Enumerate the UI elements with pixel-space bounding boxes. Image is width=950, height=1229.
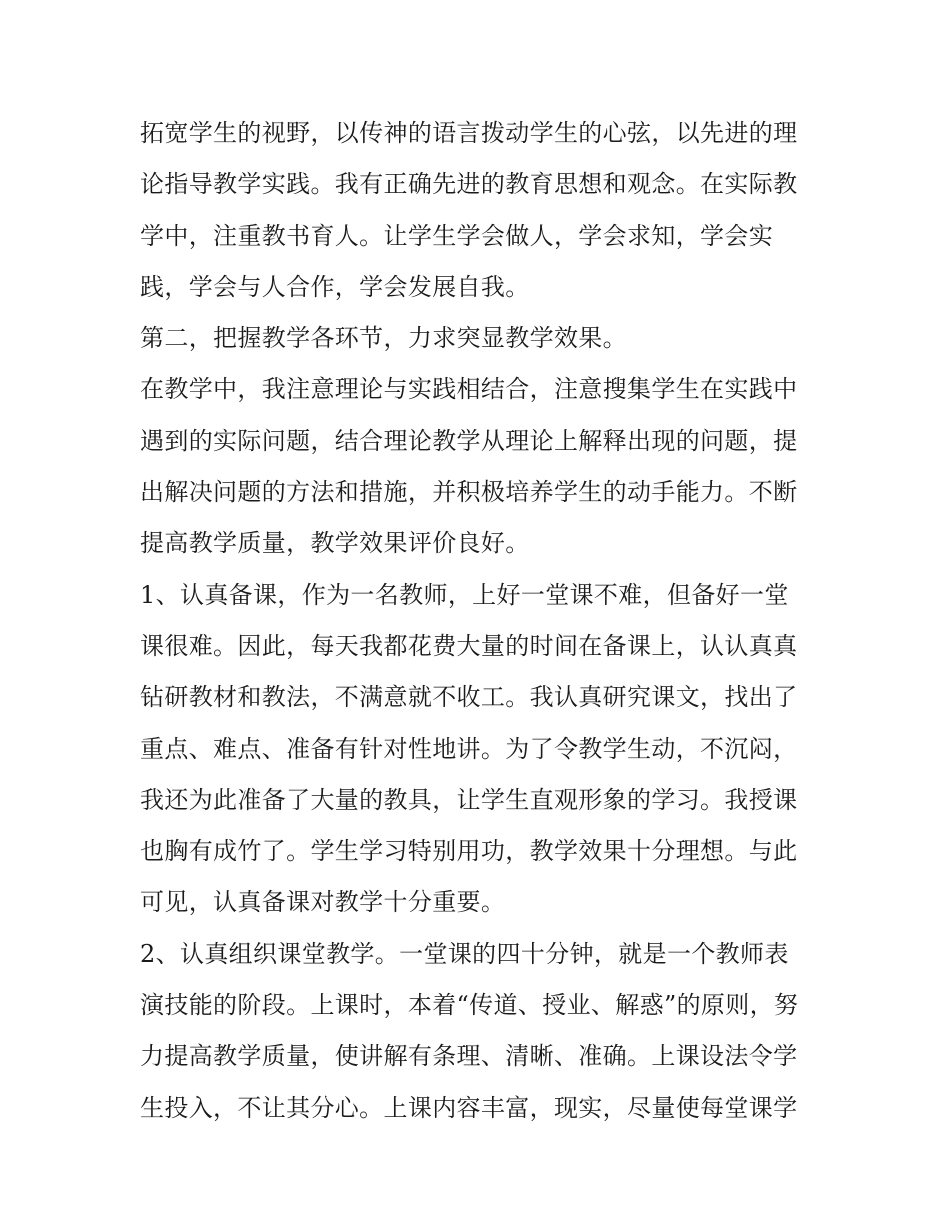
document-body — [140, 108, 830, 1134]
section-heading: 第二，把握教学各环节，力求突显教学效果。 — [140, 324, 627, 353]
text-line: 在教学中，我注意理论与实践相结合，注意搜集学生在实践中 — [140, 375, 798, 404]
text-line: 出解决问题的方法和措施，并积极培养学生的动手能力。不断 — [140, 478, 798, 507]
text-line: 遇到的实际问题，结合理论教学从理论上解释出现的问题，提 — [140, 426, 798, 455]
text-line: 可见，认真备课对教学十分重要。 — [140, 888, 506, 917]
text-line: 课很难。因此，每天我都花费大量的时间在备课上，认认真真 — [140, 631, 798, 660]
text-line: 力提高教学质量，使讲解有条理、清晰、准确。上课设法令学 — [140, 1042, 798, 1071]
text-line: 论指导教学实践。我有正确先进的教育思想和观念。在实际教 — [140, 170, 798, 199]
text-line: 重点、难点、准备有针对性地讲。为了令教学生动，不沉闷， — [140, 734, 798, 763]
text-line: 生投入，不让其分心。上课内容丰富，现实，尽量使每堂课学 — [140, 1093, 798, 1122]
text-line: 提高教学质量，教学效果评价良好。 — [140, 529, 530, 558]
text-line: 拓宽学生的视野，以传神的语言拨动学生的心弦，以先进的理 — [140, 119, 798, 147]
text-line: 演技能的阶段。上课时，本着“传道、授业、解惑”的原则，努 — [140, 991, 799, 1020]
text-line: 也胸有成竹了。学生学习特别用功，教学效果十分理想。与此 — [140, 837, 798, 866]
text-line: 钻研教材和教法，不满意就不收工。我认真研究课文，找出了 — [140, 683, 798, 712]
list-item-1-start: 1、认真备课，作为一名教师，上好一堂课不难，但备好一堂 — [140, 580, 789, 609]
text-line: 践，学会与人合作，学会发展自我。 — [140, 272, 530, 301]
text-line: 学中，注重教书育人。让学生学会做人，学会求知，学会实 — [140, 221, 774, 250]
list-item-2-start: 2、认真组织课堂教学。一堂课的四十分钟，就是一个教师表 — [140, 939, 789, 968]
text-line: 我还为此准备了大量的教具，让学生直观形象的学习。我授课 — [140, 785, 798, 814]
